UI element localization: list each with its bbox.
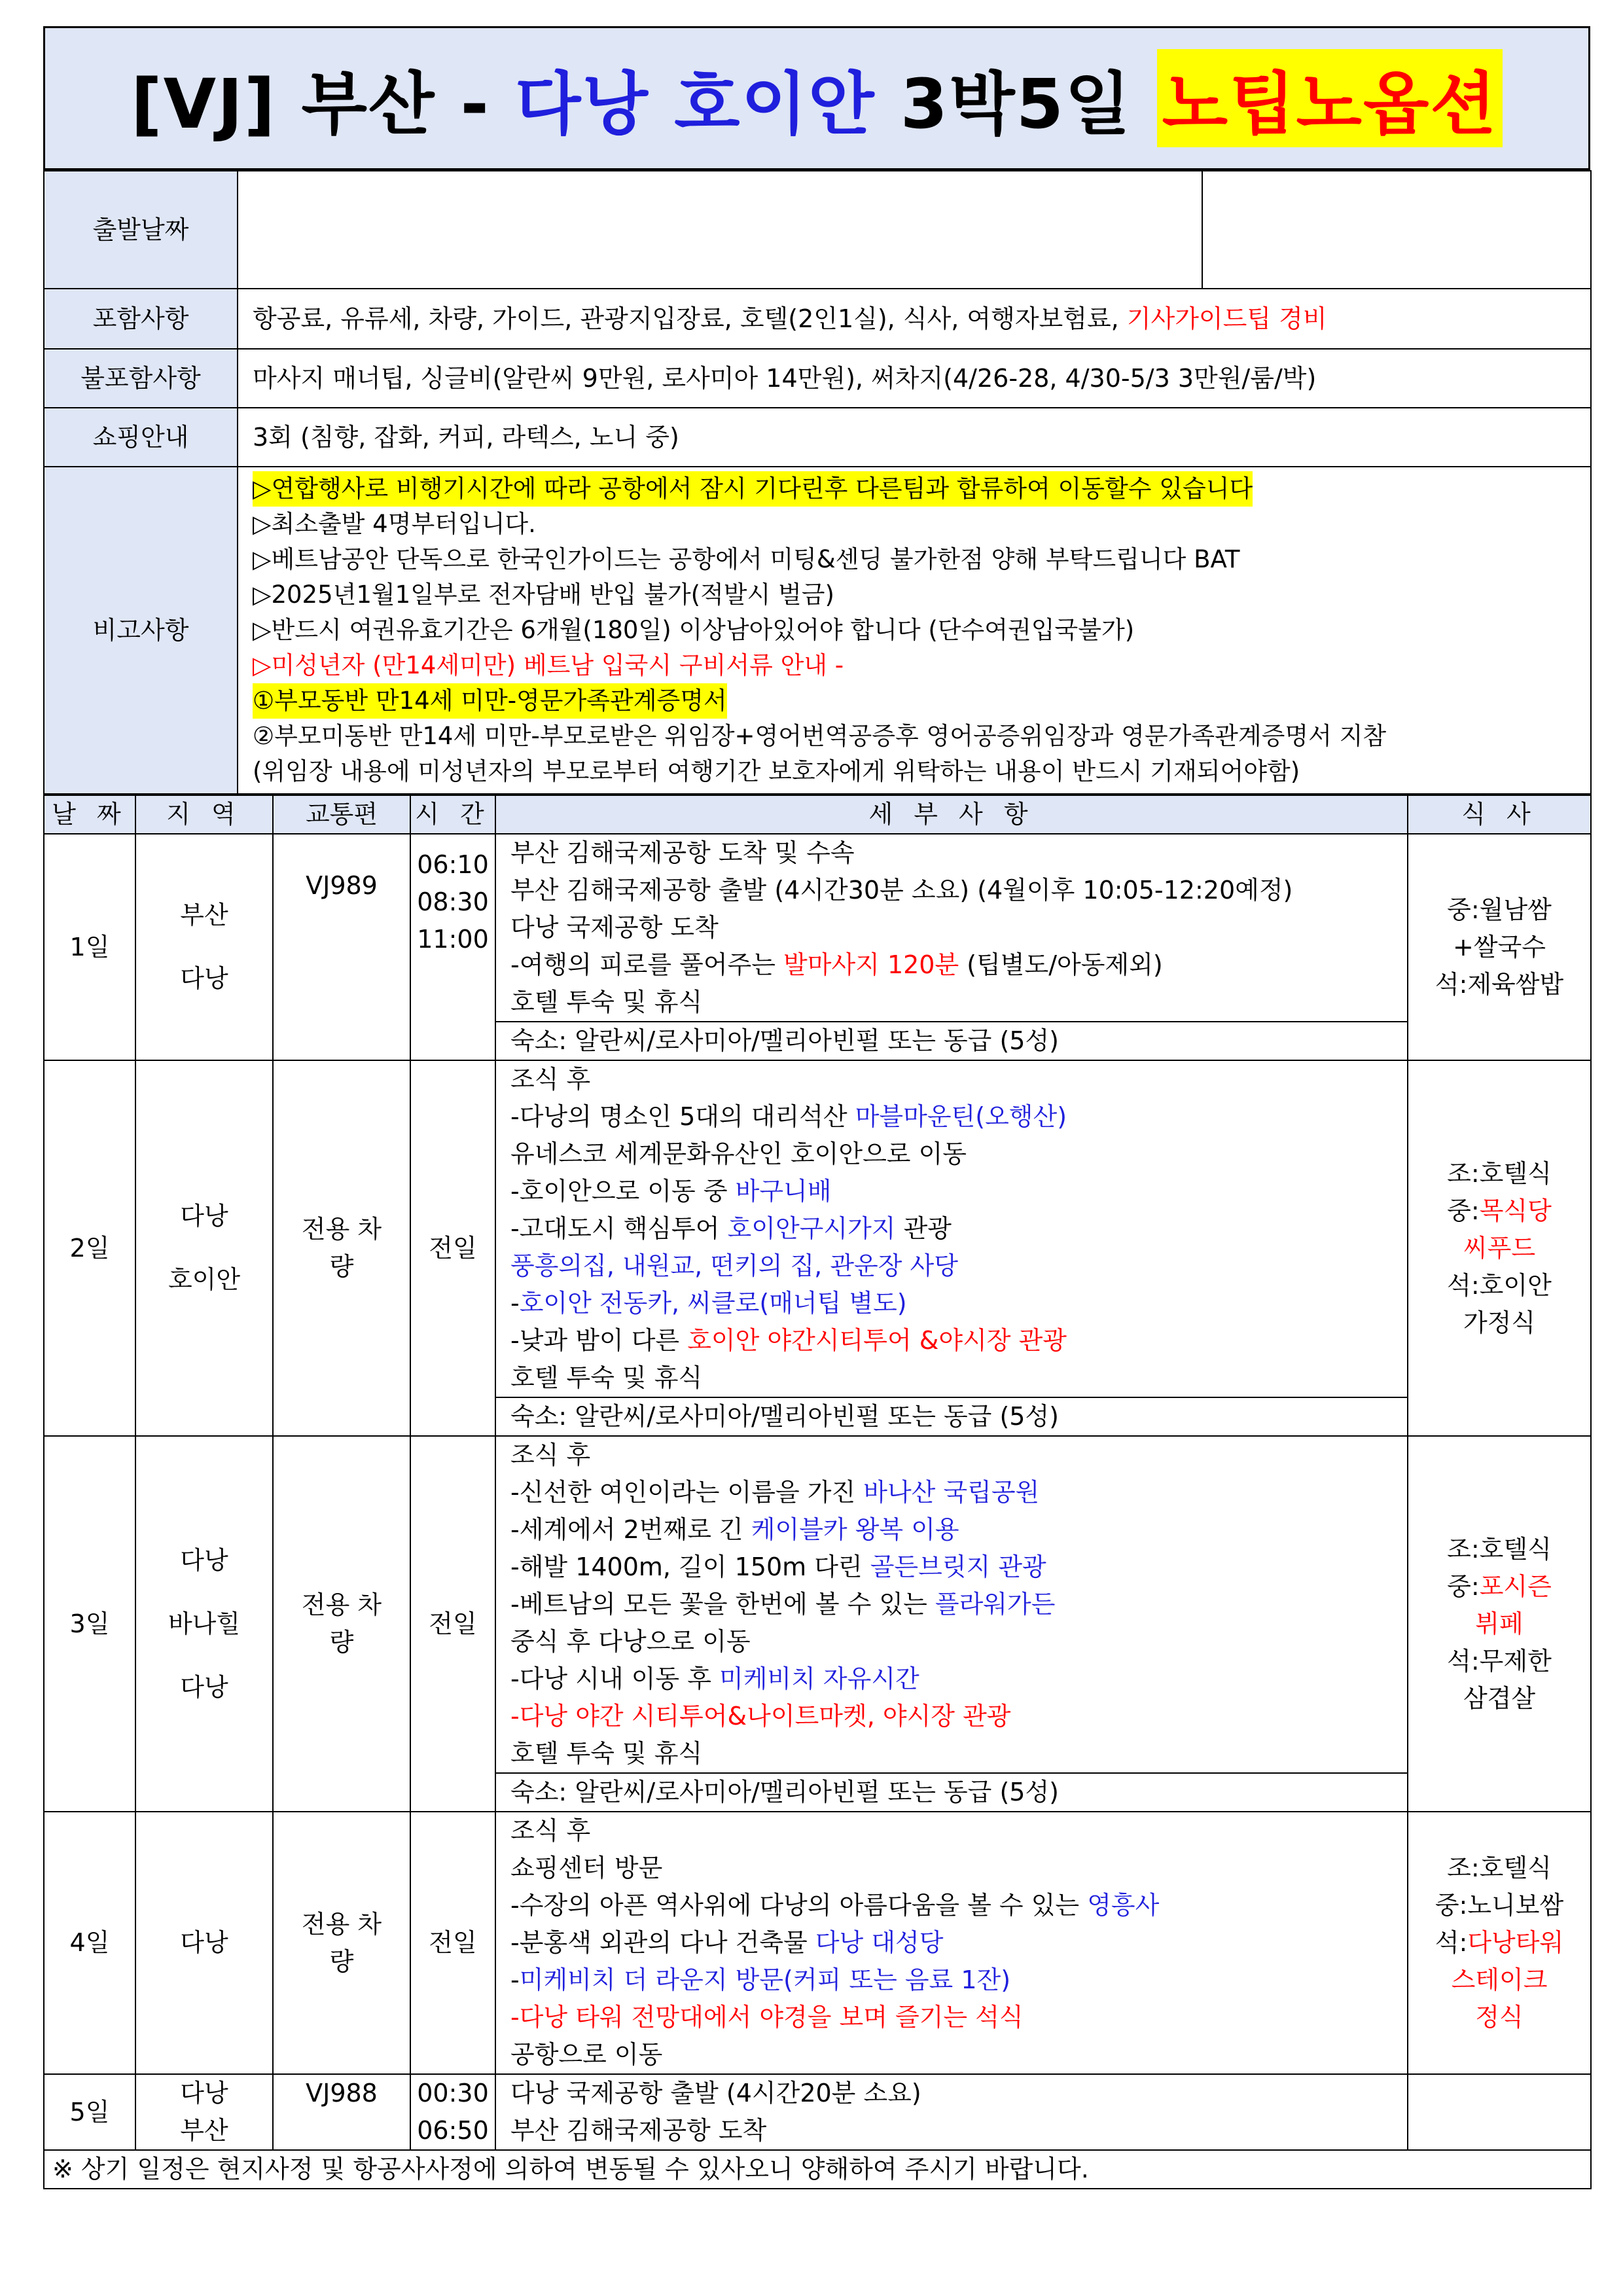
departure-date-value[interactable] [238,171,1202,289]
meal-line: 조:호텔식 [1447,1534,1552,1564]
meal-highlight: 목식당 [1479,1196,1552,1225]
day-label: 4일 [44,1812,135,2074]
detail-text: -호이안으로 이동 중 [510,1177,736,1206]
detail-highlight: 영흥사 [1087,1891,1160,1920]
itinerary-document [43,26,1590,2189]
meal-text: 중: [1447,1196,1480,1225]
detail-line: 부산 김해국제공항 출발 (4시간30분 소요) (4월이후 10:05-12:20예정) [510,876,1293,905]
detail-text: -분홍색 외관의 다나 건축물 [510,1928,815,1957]
detail-line [510,1962,1393,1999]
day-region [135,1060,273,1436]
day-details [495,1436,1408,1812]
detail-line: 호텔 투숙 및 휴식 [510,1363,703,1392]
day-meals [1408,834,1591,1060]
region-name: 다낭 [180,1928,228,1957]
day-time: 전일 [410,1436,495,1812]
footer-row [44,2150,1591,2189]
document-title [43,26,1590,170]
included-tips: 기사가이드팁 경비 [1126,304,1327,333]
detail-text: -수장의 아픈 역사위에 다낭의 아름다움을 볼 수 있는 [510,1891,1088,1920]
day-meals [1408,2074,1591,2150]
meal-highlight: 포시즌 [1479,1571,1552,1601]
day-row-2 [44,1060,1591,1436]
day-meals [1408,1812,1591,2074]
day-region [135,1436,273,1812]
detail-text: 관광 [895,1214,952,1243]
included-text: 항공료, 유류세, 차량, 가이드, 관광지입장료, 호텔(2인1실), 식사, 여행자보험료, [253,304,1127,333]
region-name: 부산 [180,2116,228,2145]
notes-value [238,467,1591,794]
time-value: 00:30 [417,2079,489,2108]
meal-line: 씨푸드 [1463,1233,1536,1263]
detail-line [510,1098,1393,1136]
day-transport: VJ989 [273,834,410,1060]
detail-line: 유네스코 세계문화유산인 호이안으로 이동 [510,1139,967,1168]
detail-text: -신선한 여인이라는 이름을 가진 [510,1478,864,1507]
note-line: ②부모미동반 만14세 미만-부모로받은 위임장+영어번역공증후 영어공증위임장과 영문가족관계증명서 지참 [253,722,1387,750]
meal-line: 스테이크 [1451,1965,1548,1994]
detail-line: 조식 후 [510,1065,591,1094]
detail-line: 쇼핑센터 방문 [510,1854,663,1882]
note-line: (위임장 내용에 미성년자의 부모로부터 여행기간 보호자에게 위탁하는 내용이 반드시 기재되어야함) [253,757,1300,785]
note-line: ▷연합행사로 비행기시간에 따라 공항에서 잠시 기다린후 다른팀과 합류하여 이동할수 있습니다 [253,471,1253,507]
excluded-label: 불포함사항 [44,349,238,408]
day-label: 2일 [44,1060,135,1436]
shopping-value: 3회 (침향, 잡화, 커피, 라텍스, 노니 중) [238,408,1591,467]
note-line: ▷2025년1월1일부로 전자담배 반입 불가(적발시 벌금) [253,581,834,609]
meal-line: 정식 [1475,2003,1524,2032]
detail-line: -다낭 타워 전망대에서 야경을 보며 즐기는 석식 [510,2003,1024,2032]
header-details: 세 부 사 항 [495,795,1408,834]
day-region [135,1812,273,2074]
title-duration: 3박5일 [875,64,1157,144]
schedule-table [43,795,1592,2189]
region-name: 부산 [180,901,228,929]
day-time [410,834,495,1060]
region-name: 다낭 [180,2079,228,2108]
day-row-1 [44,834,1591,1060]
day-transport: VJ988 [273,2074,410,2150]
title-route-busan: [VJ] 부산 - [131,64,516,144]
detail-text: -여행의 피로를 풀어주는 [510,950,784,979]
header-transport: 교통편 [273,795,410,834]
meal-line: 삼겹살 [1463,1683,1536,1713]
meal-line: 중:월남쌈 [1447,895,1552,924]
day-transport: 전용 차량 [273,1436,410,1812]
time-value: 06:50 [417,2116,489,2145]
departure-date-extra[interactable] [1202,171,1591,289]
day-time: 전일 [410,1812,495,2074]
detail-highlight: 호이안 전동카, 씨클로(매너팁 별도) [519,1289,907,1318]
region-name: 다낭 [180,964,228,993]
header-time: 시 간 [410,795,495,834]
day-time: 전일 [410,1060,495,1436]
region-name: 바나힐 [168,1609,241,1638]
day-label: 1일 [44,834,135,1060]
detail-line: 공항으로 이동 [510,2040,663,2069]
detail-text: -낮과 밤이 다른 [510,1326,688,1355]
day-transport: 전용 차량 [273,1060,410,1436]
day-transport: 전용 차량 [273,1812,410,2074]
detail-text: -세계에서 2번째로 긴 [510,1515,751,1544]
included-row [44,289,1591,349]
meal-line [1408,1193,1590,1230]
meal-text: 석: [1435,1928,1468,1957]
detail-line: 부산 김해국제공항 도착 [510,2116,767,2145]
shopping-label: 쇼핑안내 [44,408,238,467]
detail-line: 조식 후 [510,1441,591,1469]
notes-label: 비고사항 [44,467,238,794]
detail-highlight: 호이안구시가지 [727,1214,896,1243]
detail-highlight: 발마사지 120분 [783,950,959,979]
note-line: ①부모동반 만14세 미만-영문가족관계증명서 [253,683,727,719]
detail-line: 중식 후 다낭으로 이동 [510,1627,751,1656]
detail-highlight: 미케비치 자유시간 [719,1664,919,1693]
title-no-tip-no-option: 노팁노옵션 [1157,49,1503,147]
meal-line: 중:노니보쌈 [1435,1891,1564,1920]
detail-line: 조식 후 [510,1816,591,1845]
region-name: 다낭 [180,1202,228,1230]
excluded-value: 마사지 매너팁, 싱글비(알란씨 9만원, 로사미아 14만원), 써차지(4/26-28, 4/30-5/3 3만원/룸/박) [238,349,1591,408]
detail-highlight: 다낭 대성당 [815,1928,944,1957]
day-row-3 [44,1436,1591,1812]
detail-line: -다낭 야간 시티투어&나이트마켓, 야시장 관광 [510,1702,1011,1731]
detail-highlight: 마블마운틴(오행산) [855,1102,1067,1131]
detail-line [510,1173,1393,1210]
detail-highlight: 플라워가든 [935,1590,1056,1619]
note-line: ▷반드시 여권유효기간은 6개월(180일) 이상남아있어야 합니다 (단수여권입국불가) [253,616,1135,644]
detail-line [510,1210,1393,1247]
day-region [135,2074,273,2150]
included-value [238,289,1591,349]
schedule-header [44,795,1591,834]
note-line: ▷베트남공안 단독으로 한국인가이드는 공항에서 미팅&센딩 불가한점 양해 부탁드립니다 BAT [253,545,1240,573]
detail-line: 부산 김해국제공항 도착 및 수속 [510,838,855,867]
meal-text: 중: [1447,1571,1480,1601]
accommodation: 숙소: 알란씨/로사미아/멜리아빈펄 또는 동급 (5성) [496,1772,1407,1811]
region-name: 다낭 [180,1545,228,1575]
note-line: ▷미성년자 (만14세미만) 베트남 입국시 구비서류 안내 - [253,651,844,679]
header-meals: 식 사 [1408,795,1591,834]
meal-line: 가정식 [1463,1308,1536,1337]
detail-text: (팁별도/아동제외) [959,950,1163,979]
detail-text: - [510,1965,520,1994]
header-region: 지 역 [135,795,273,834]
included-label: 포함사항 [44,289,238,349]
meal-highlight: 다낭타워 [1467,1928,1564,1957]
detail-line [510,1924,1393,1962]
day-row-5 [44,2074,1591,2150]
day-time [410,2074,495,2150]
accommodation: 숙소: 알란씨/로사미아/멜리아빈펄 또는 동급 (5성) [496,1021,1407,1060]
note-line: ▷최소출발 4명부터입니다. [253,510,536,538]
shopping-row [44,408,1591,467]
day-label: 5일 [44,2074,135,2150]
day-details [495,1060,1408,1436]
time-value: 11:00 [417,925,489,954]
meal-line: 뷔페 [1475,1609,1524,1638]
departure-row [44,171,1591,289]
detail-highlight: 골든브릿지 관광 [870,1552,1046,1581]
meal-line: +쌀국수 [1453,932,1546,961]
detail-text: -다낭 시내 이동 후 [510,1664,719,1693]
header-date: 날 짜 [44,795,135,834]
detail-line [510,1247,1393,1285]
detail-line [510,1549,1393,1586]
info-table [43,170,1592,795]
footer-note: ※ 상기 일정은 현지사정 및 항공사사정에 의하여 변동될 수 있사오니 양해하여 주시기 바랍니다. [44,2150,1591,2189]
detail-line: 다낭 국제공항 도착 [510,913,719,942]
detail-highlight: 풍흥의집, 내원교, 떤키의 집, 관운장 사당 [510,1251,958,1280]
meal-line: 석:제육쌈밥 [1435,969,1564,999]
departure-date-label: 출발날짜 [44,171,238,289]
accommodation: 숙소: 알란씨/로사미아/멜리아빈펄 또는 동급 (5성) [496,1397,1407,1435]
meal-line [1408,1924,1590,1962]
detail-line: 호텔 투숙 및 휴식 [510,988,703,1016]
meal-line [1408,1568,1590,1605]
time-value: 06:10 [417,850,489,879]
detail-highlight: 바나산 국립공원 [863,1478,1040,1507]
detail-line [510,946,1393,984]
detail-line [510,1474,1393,1511]
meal-line: 석:호이안 [1447,1270,1552,1300]
meal-line: 조:호텔식 [1447,1158,1552,1188]
detail-text: -고대도시 핵심투어 [510,1214,728,1243]
day-meals [1408,1060,1591,1436]
detail-line [510,1285,1393,1322]
detail-text: -다낭의 명소인 5대의 대리석산 [510,1102,855,1131]
day-details [495,1812,1408,2074]
detail-line [510,1660,1393,1698]
excluded-row [44,349,1591,408]
day-label: 3일 [44,1436,135,1812]
detail-highlight: 케이블카 왕복 이용 [751,1515,959,1544]
detail-line [510,1511,1393,1549]
notes-row [44,467,1591,794]
title-destination: 다낭 호이안 [515,64,876,144]
meal-line: 조:호텔식 [1447,1854,1552,1882]
region-name: 호이안 [168,1265,241,1294]
detail-line: 호텔 투숙 및 휴식 [510,1739,703,1768]
meal-line: 석:무제한 [1447,1646,1552,1676]
detail-highlight: 바구니배 [735,1177,832,1206]
day-details [495,2074,1408,2150]
day-details [495,834,1408,1060]
detail-text: -베트남의 모든 꽃을 한번에 볼 수 있는 [510,1590,935,1619]
time-value: 08:30 [417,888,489,916]
detail-text: -해발 1400m, 길이 150m 다린 [510,1552,870,1581]
day-row-4 [44,1812,1591,2074]
detail-text: - [510,1289,520,1318]
detail-highlight: 호이안 야간시티투어 &야시장 관광 [687,1326,1067,1355]
day-meals [1408,1436,1591,1812]
detail-line [510,1887,1393,1924]
detail-highlight: 미케비치 더 라운지 방문(커피 또는 음료 1잔) [519,1965,1011,1994]
detail-line [510,1322,1393,1359]
detail-line: 다낭 국제공항 출발 (4시간20분 소요) [510,2079,921,2108]
day-region [135,834,273,1060]
detail-line [510,1586,1393,1623]
region-name: 다낭 [180,1672,228,1702]
